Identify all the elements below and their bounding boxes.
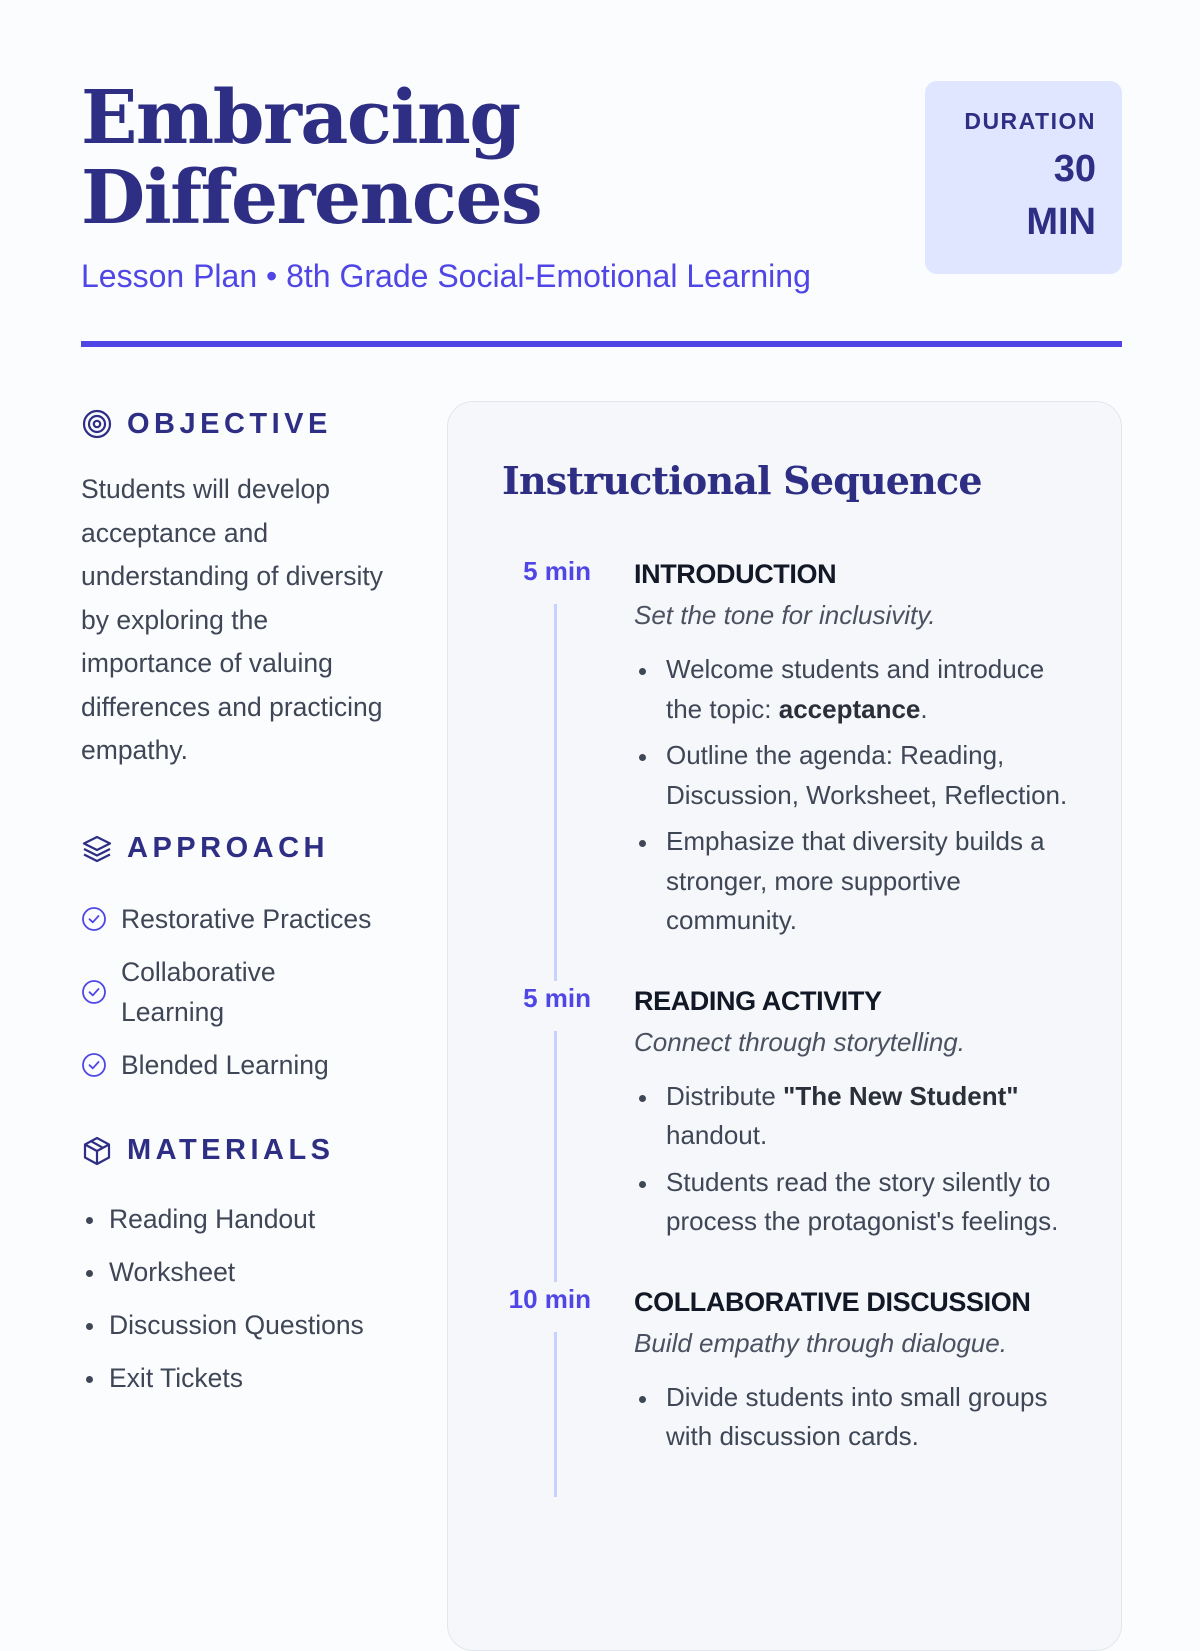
step-points — [634, 650, 1074, 941]
instructional-sequence-card — [447, 401, 1122, 1651]
step-duration: 10 min — [508, 1283, 591, 1314]
approach-item — [81, 1045, 411, 1085]
layers-icon — [81, 833, 113, 865]
step-body — [634, 552, 1074, 941]
list-item: Exit Tickets — [81, 1358, 411, 1398]
step-duration: 5 min — [523, 556, 591, 586]
approach-title: APPROACH — [127, 832, 329, 864]
materials-list — [81, 1199, 411, 1398]
step-point-text-end: . — [920, 693, 928, 724]
check-circle-icon — [81, 906, 107, 932]
step-point-text: Distribute — [666, 1080, 784, 1111]
step-subtitle: Set the tone for inclusivity. — [634, 600, 936, 630]
timeline-connector — [554, 604, 557, 981]
title-line-2: Differences — [81, 155, 542, 241]
approach-item-label: Collaborative Learning — [121, 956, 276, 1027]
approach-list — [81, 899, 411, 1085]
step-duration: 5 min — [523, 982, 591, 1013]
step-points — [634, 1378, 1074, 1457]
objective-text: Students will develop acceptance and understanding of diversity by exploring the importance of valuing differences and practicing empathy. — [81, 474, 383, 765]
step-subtitle: Connect through storytelling. — [634, 1026, 965, 1057]
approach-item — [81, 952, 411, 1032]
page-title — [81, 75, 901, 241]
timeline-step — [448, 552, 1123, 941]
step-point-text: Divide students into small groups with discussion cards. — [666, 1381, 1048, 1451]
step-title: READING ACTIVITY — [634, 985, 882, 1016]
step-point — [634, 650, 1074, 729]
duration-label: DURATION — [964, 108, 1096, 134]
step-point — [634, 1163, 1074, 1242]
duration-badge — [925, 81, 1122, 274]
step-point — [634, 1378, 1074, 1457]
duration-value: 30 MIN — [1026, 148, 1096, 243]
step-points — [634, 1077, 1074, 1242]
check-circle-icon — [81, 1052, 107, 1078]
step-point-emphasis: "The New Student" — [783, 1080, 1019, 1111]
header-divider — [81, 341, 1122, 347]
objective-heading — [81, 400, 411, 448]
check-circle-icon — [81, 979, 107, 1005]
lesson-plan-page — [81, 0, 1121, 1600]
approach-item-label: Blended Learning — [121, 1049, 329, 1080]
timeline-connector — [554, 1332, 557, 1497]
approach-item-label: Restorative Practices — [121, 903, 372, 934]
materials-heading — [81, 1127, 411, 1175]
step-body — [634, 979, 1074, 1242]
step-point-emphasis: acceptance — [778, 693, 921, 724]
page-subtitle: Lesson Plan • 8th Grade Social-Emotional Learning — [81, 258, 811, 294]
objective-title: OBJECTIVE — [127, 407, 332, 440]
step-point — [634, 822, 1074, 941]
box-icon — [81, 1135, 113, 1167]
timeline-step — [448, 979, 1123, 1242]
left-column — [81, 400, 411, 1411]
list-item: Discussion Questions — [81, 1305, 411, 1345]
step-point — [634, 1077, 1074, 1156]
list-item: Worksheet — [81, 1252, 411, 1292]
step-title: COLLABORATIVE DISCUSSION — [634, 1286, 1031, 1317]
sequence-title: Instructional Sequence — [502, 458, 982, 503]
approach-item — [81, 899, 411, 939]
step-body — [634, 1280, 1074, 1457]
timeline — [448, 552, 1123, 1495]
step-point-text: Outline the agenda: Reading, Discussion, Worksheet, Reflection. — [666, 740, 1068, 810]
timeline-step — [448, 1280, 1123, 1457]
step-point-text-end: handout. — [666, 1120, 768, 1150]
step-point-text: Students read the story silently to process the protagonist's feelings. — [666, 1166, 1059, 1236]
step-point-text: Emphasize that diversity builds a stronger, more supportive community. — [666, 826, 1045, 935]
materials-title: MATERIALS — [127, 1134, 335, 1166]
step-point-text: Welcome students and introduce the topic: — [666, 654, 1045, 724]
list-item: Reading Handout — [81, 1199, 411, 1239]
target-icon — [81, 408, 113, 440]
step-title: INTRODUCTION — [634, 559, 837, 589]
approach-heading — [81, 825, 411, 873]
step-point — [634, 736, 1074, 815]
title-line-1: Embracing — [81, 75, 520, 161]
timeline-connector — [554, 1031, 557, 1282]
step-subtitle: Build empathy through dialogue. — [634, 1327, 1007, 1358]
